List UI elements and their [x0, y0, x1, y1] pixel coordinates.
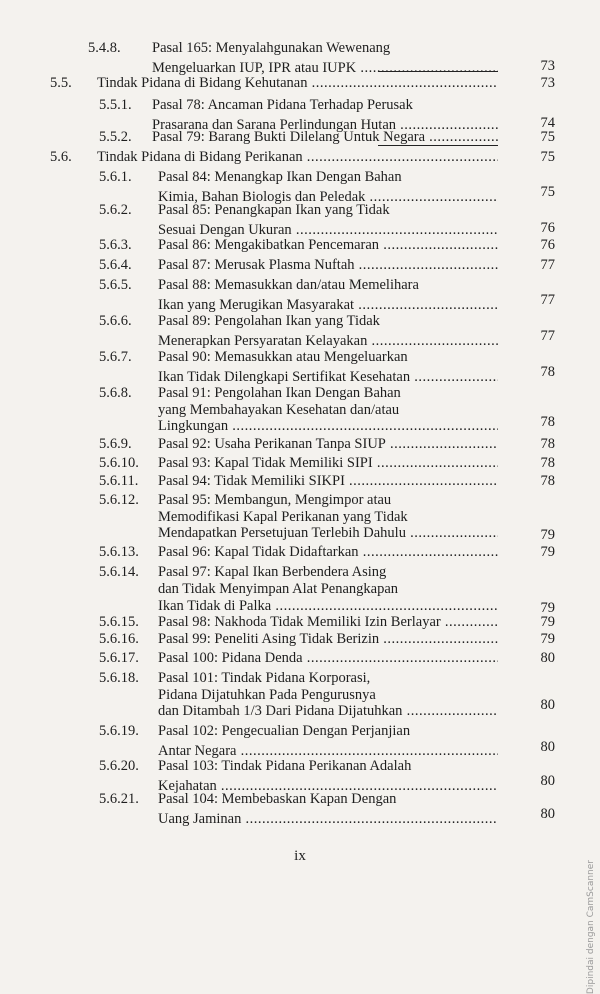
toc-entry-number: 5.6.19. [99, 723, 139, 739]
toc-entry-title-line: Antar Negara ..... [158, 741, 498, 761]
toc-entry-page: 79 [540, 631, 555, 647]
toc-entry-page: 80 [540, 739, 555, 755]
toc-entry-number: 5.6.16. [99, 631, 139, 647]
toc-entry-title-line: Pasal 91: Pengolahan Ikan Dengan Bahan [158, 385, 401, 401]
toc-entry-page: 78 [540, 364, 555, 380]
toc-entry-number: 5.5.1. [99, 97, 132, 113]
toc-entry-number: 5.6.4. [99, 257, 132, 273]
toc-entry-title-line: dan Tidak Menyimpan Alat Penangkapan [158, 581, 399, 597]
toc-entry-title-line: Ikan Tidak Dilengkapi Sertifikat Kesehatan ..... [158, 367, 498, 387]
toc-entry-page: 73 [540, 58, 555, 74]
toc-entry-title-line: Mendapatkan Persetujuan Terlebih Dahulu ..... [158, 523, 498, 543]
page-number-footer: ix [294, 848, 306, 864]
toc-entry-title-line: Tindak Pidana di Bidang Perikanan ..... [97, 147, 498, 167]
toc-entry-title-line: Menerapkan Persyaratan Kelayakan ..... [158, 331, 498, 351]
toc-entry-title-line: Pasal 95: Membangun, Mengimpor atau [158, 492, 392, 508]
toc-entry-page: 76 [540, 220, 555, 236]
toc-entry-title-line: Tindak Pidana di Bidang Kehutanan ..... [97, 73, 498, 93]
toc-entry-page: 74 [540, 115, 555, 131]
toc-entry-title-line: Memodifikasi Kapal Perikanan yang Tidak [158, 508, 408, 525]
toc-entry-title-line: Pasal 88: Memasukkan dan/atau Memelihara [158, 277, 419, 293]
toc-entry-number: 5.6.15. [99, 614, 139, 630]
toc-entry-title-line: Mengeluarkan IUP, IPR atau IUPK ..... [152, 58, 498, 78]
toc-entry-page: 79 [540, 527, 555, 543]
toc-entry-number: 5.5.2. [99, 129, 132, 145]
toc-entry-number: 5.6.12. [99, 492, 139, 508]
toc-entry-page: 78 [540, 473, 555, 489]
toc-entry-title-line: Pasal 89: Pengolahan Ikan yang Tidak [158, 313, 380, 329]
toc-entry-number: 5.6.6. [99, 313, 132, 329]
toc-entry-title-line: Pasal 104: Membebaskan Kapan Dengan [158, 791, 397, 807]
toc-entry-title-line: yang Membahayakan Kesehatan dan/atau [158, 401, 400, 418]
toc-entry-number: 5.6.10. [99, 455, 139, 471]
toc-entry-number: 5.5. [50, 75, 72, 91]
toc-entry-page: 79 [540, 614, 555, 630]
toc-entry-title-line: Pasal 90: Memasukkan atau Mengeluarkan [158, 349, 408, 365]
toc-entry-page: 77 [540, 292, 555, 308]
toc-entry-title-line: Pasal 100: Pidana Denda ..... [158, 648, 498, 668]
leader-underline [378, 145, 498, 146]
toc-entry-page: 75 [540, 129, 555, 145]
toc-entry-page: 78 [540, 414, 555, 430]
toc-entry-title-line: Pasal 84: Menangkap Ikan Dengan Bahan [158, 169, 402, 185]
toc-entry-number: 5.6.13. [99, 544, 139, 560]
toc-entry-title-line: Pasal 165: Menyalahgunakan Wewenang [152, 40, 391, 56]
toc-entry-number: 5.4.8. [88, 40, 121, 56]
toc-entry-number: 5.6.14. [99, 564, 139, 580]
toc-entry-title-line: Pasal 86: Mengakibatkan Pencemaran ..... [158, 235, 498, 255]
leader-underline [378, 71, 498, 72]
toc-entry-number: 5.6.20. [99, 758, 139, 774]
toc-entry-number: 5.6.3. [99, 237, 132, 253]
toc-entry-number: 5.6.18. [99, 670, 139, 686]
toc-entry-title-line: Pasal 98: Nakhoda Tidak Memiliki Izin Berlayar ..... [158, 612, 498, 632]
toc-entry-title-line: Pasal 102: Pengecualian Dengan Perjanjian [158, 723, 411, 739]
toc-entry-title-line: Pasal 93: Kapal Tidak Memiliki SIPI ..... [158, 453, 498, 473]
toc-entry-number: 5.6.9. [99, 436, 132, 452]
toc-entry-number: 5.6.2. [99, 202, 132, 218]
toc-entry-page: 80 [540, 697, 555, 713]
toc-entry-page: 76 [540, 237, 555, 253]
toc-entry-title-line: Ikan Tidak di Palka ..... [158, 596, 498, 616]
toc-entry-number: 5.6.21. [99, 791, 139, 807]
toc-entry-title-line: Kejahatan ..... [158, 776, 498, 796]
toc-entry-title-line: Pasal 94: Tidak Memiliki SIKPI ..... [158, 471, 498, 491]
toc-entry-page: 78 [540, 436, 555, 452]
toc-entry-page: 79 [540, 544, 555, 560]
toc-entry-title-line: Pasal 79: Barang Bukti Dilelang Untuk Negara ..... [152, 127, 498, 147]
toc-entry-title-line: Pasal 92: Usaha Perikanan Tanpa SIUP ..... [158, 434, 498, 454]
toc-entry-title-line: Pidana Dijatuhkan Pada Pengurusnya [158, 686, 376, 703]
toc-entry-number: 5.6. [50, 149, 72, 165]
scanner-watermark: Dipindai dengan CamScanner [586, 860, 596, 994]
toc-entry-number: 5.6.7. [99, 349, 132, 365]
toc-entry-title-line: Kimia, Bahan Biologis dan Peledak ..... [158, 187, 498, 207]
toc-entry-number: 5.6.5. [99, 277, 132, 293]
toc-entry-title-line: Prasarana dan Sarana Perlindungan Hutan ..... [152, 115, 498, 135]
toc-entry-title-line: dan Ditambah 1/3 Dari Pidana Dijatuhkan ..... [158, 701, 498, 721]
toc-entry-page: 80 [540, 806, 555, 822]
toc-entry-title-line: Pasal 97: Kapal Ikan Berbendera Asing [158, 564, 387, 580]
toc-entry-title-line: Pasal 103: Tindak Pidana Perikanan Adalah [158, 758, 412, 774]
toc-entry-page: 80 [540, 650, 555, 666]
toc-entry-title-line: Pasal 99: Peneliti Asing Tidak Berizin ..... [158, 629, 498, 649]
toc-entry-number: 5.6.1. [99, 169, 132, 185]
toc-entry-page: 73 [540, 75, 555, 91]
toc-entry-title-line: Uang Jaminan ..... [158, 809, 498, 829]
toc-entry-page: 80 [540, 773, 555, 789]
toc-entry-page: 78 [540, 455, 555, 471]
toc-entry-title-line: Pasal 87: Merusak Plasma Nuftah ..... [158, 255, 498, 275]
toc-entry-number: 5.6.8. [99, 385, 132, 401]
toc-entry-title-line: Sesuai Dengan Ukuran ..... [158, 220, 498, 240]
toc-entry-page: 79 [540, 600, 555, 616]
toc-entry-title-line: Pasal 101: Tindak Pidana Korporasi, [158, 670, 371, 686]
toc-entry-page: 75 [540, 149, 555, 165]
toc-entry-page: 75 [540, 184, 555, 200]
toc-entry-number: 5.6.17. [99, 650, 139, 666]
toc-entry-title-line: Ikan yang Merugikan Masyarakat ..... [158, 295, 498, 315]
toc-entry-title-line: Pasal 85: Penangkapan Ikan yang Tidak [158, 202, 390, 218]
toc-entry-page: 77 [540, 328, 555, 344]
toc-entry-title-line: Lingkungan ..... [158, 416, 498, 436]
toc-entry-page: 77 [540, 257, 555, 273]
toc-entry-title-line: Pasal 96: Kapal Tidak Didaftarkan ..... [158, 542, 498, 562]
toc-entry-title-line: Pasal 78: Ancaman Pidana Terhadap Perusak [152, 97, 413, 113]
toc-entry-number: 5.6.11. [99, 473, 139, 489]
